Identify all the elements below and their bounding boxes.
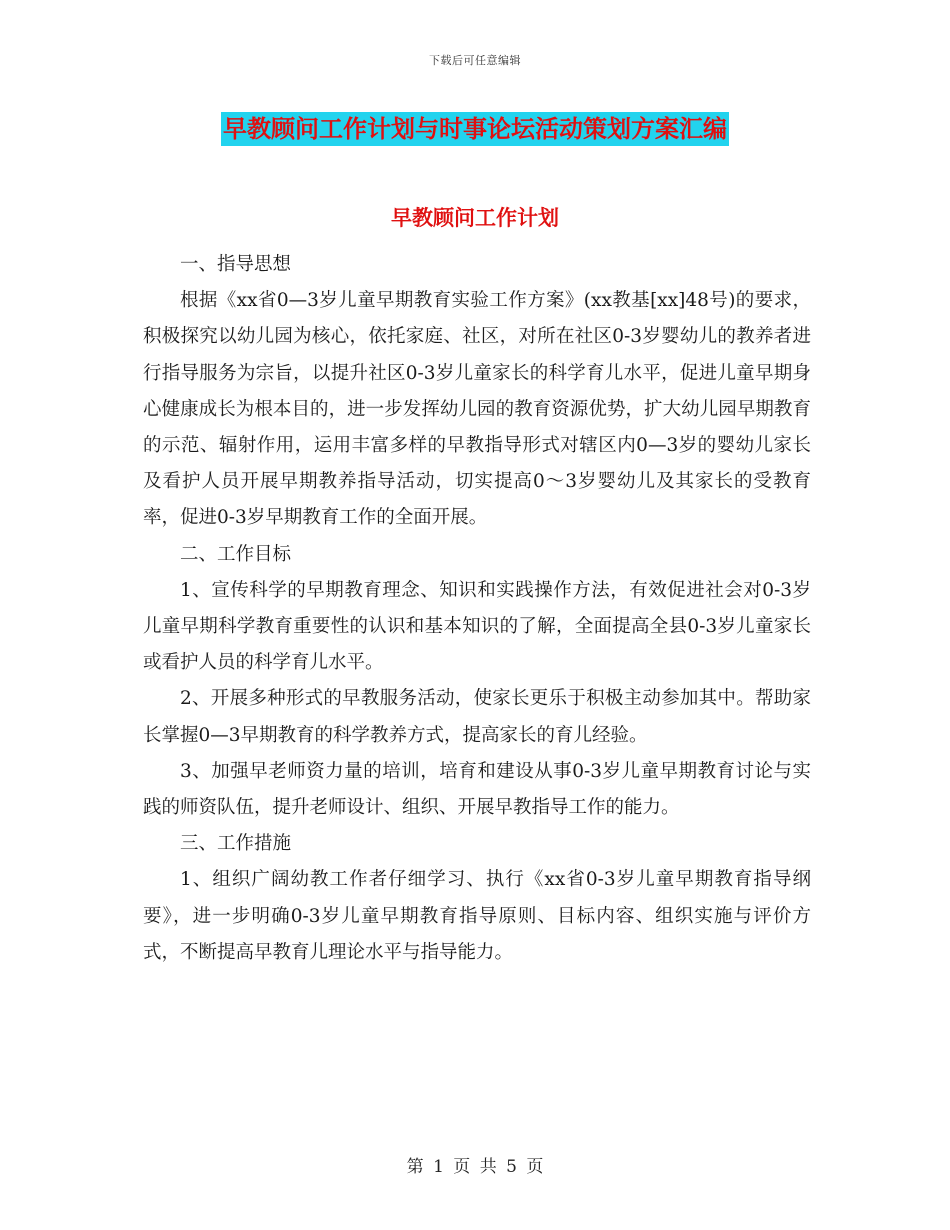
paragraph: 1、宣传科学的早期教育理念、知识和实践操作方法，有效促进社会对0-3岁儿童早期科学教育重要性的认识和基本知识的了解，全面提高全县0-3岁儿童家长或看护人员的科学育儿水平。 xyxy=(143,579,811,674)
paragraph: 3、加强早老师资力量的培训，培育和建设从事0-3岁儿童早期教育讨论与实践的师资队伍，提升老师设计、组织、开展早教指导工作的能力。 xyxy=(143,760,811,819)
document-title: 早教顾问工作计划与时事论坛活动策划方案汇编 xyxy=(221,112,729,146)
heading-work-goals: 二、工作目标 xyxy=(180,543,292,565)
heading-work-measures: 三、工作措施 xyxy=(180,833,292,855)
section-title: 早教顾问工作计划 xyxy=(391,206,559,230)
document-body xyxy=(143,247,811,971)
document-title-wrap xyxy=(0,112,950,146)
heading-guiding-thought: 一、指导思想 xyxy=(180,254,292,275)
paragraph: 1、组织广阔幼教工作者仔细学习、执行《xx省0-3岁儿童早期教育指导纲要》，进一步明确0-3岁儿童早期教育指导原则、目标内容、组织实施与评价方式，不断提高早教育儿理论水平与指导能力。 xyxy=(143,869,811,963)
page-footer: 第 1 页 共 5 页 xyxy=(406,1157,544,1177)
header-note: 下载后可任意编辑 xyxy=(429,54,521,67)
paragraph: 2、开展多种形式的早教服务活动，使家长更乐于积极主动参加其中。帮助家长掌握0—3早期教育的科学教养方式，提高家长的育儿经验。 xyxy=(143,688,811,746)
paragraph: 根据《xx省0—3岁儿童早期教育实验工作方案》(xx教基[xx]48号)的要求，积极探究以幼儿园为核心，依托家庭、社区，对所在社区0-3岁婴幼儿的教养者进行指导服务为宗旨，以提升社区0-3岁儿童家长的科学育儿水平，促进儿童早期身心健康成长为根本目的，进一步发挥幼儿园的教育资源优势，扩大幼儿园早期教育的示范、辐射作用，运用丰富多样的早教指导形式对辖区内0—3岁的婴幼儿家长及看护人员开展早期教养指导活动，切实提高0～3岁婴幼儿及其家长的受教育率，促进0-3岁早期教育工作的全面开展。 xyxy=(143,290,811,529)
